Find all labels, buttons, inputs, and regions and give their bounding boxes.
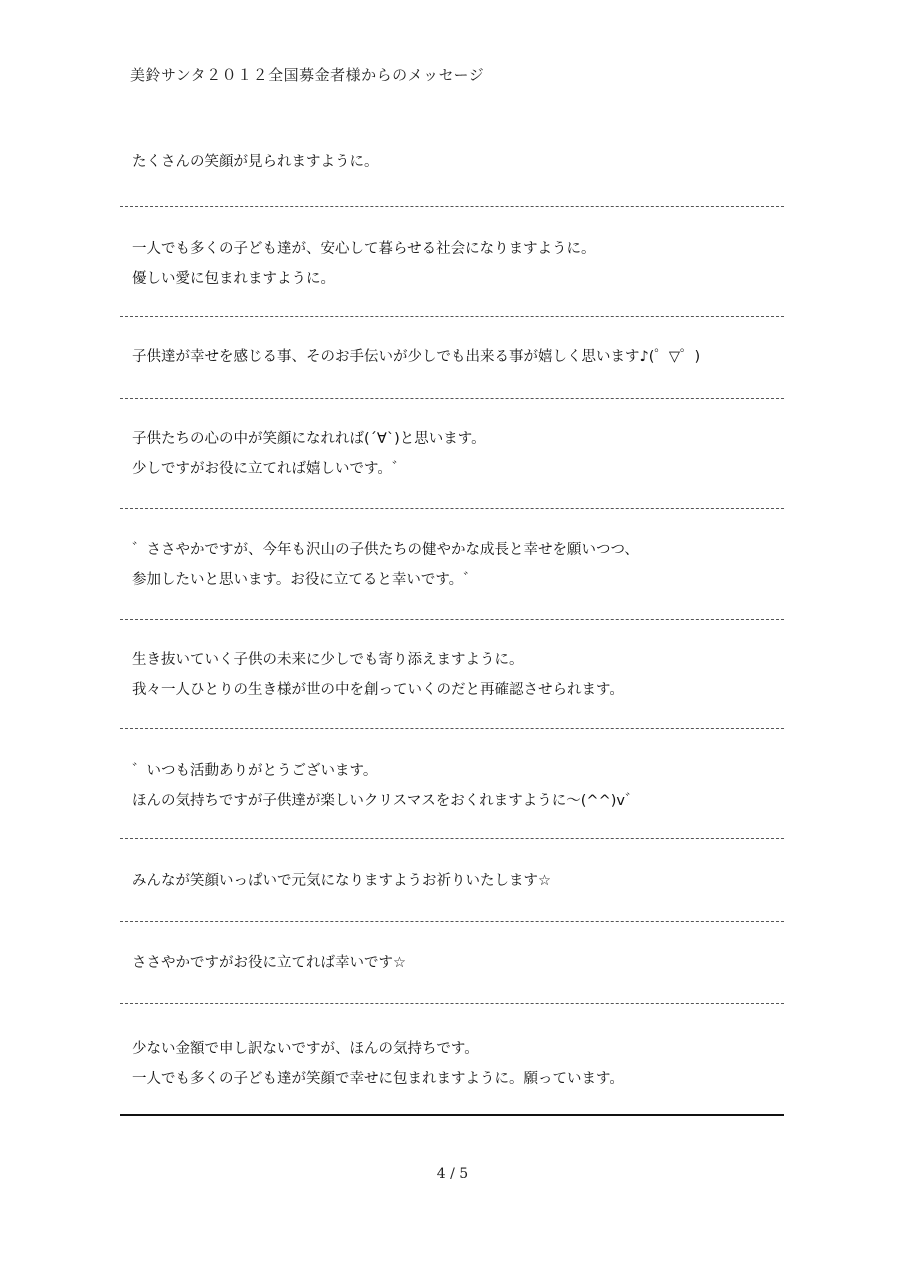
message-block	[132, 645, 792, 705]
message-block	[132, 535, 792, 595]
message-line: ほんの気持ちですが子供達が楽しいクリスマスをおくれますように～(^^)v゛	[132, 793, 640, 809]
message-line: 子供たちの心の中が笑顔になれれば(´∀`)と思います。	[132, 431, 486, 447]
message-line: ゛いつも活動ありがとうございます。	[132, 763, 378, 779]
message-line: 一人でも多くの子ども達が笑顔で幸せに包まれますように。願っています。	[132, 1071, 624, 1087]
message-block	[132, 866, 792, 896]
dashed-divider	[120, 838, 784, 839]
message-block	[132, 147, 792, 177]
message-line: 子供達が幸せを感じる事、そのお手伝いが少しでも出来る事が嬉しく思います♪(゜▽゜)	[132, 349, 701, 365]
message-block	[132, 756, 792, 816]
dashed-divider	[120, 316, 784, 317]
dashed-divider	[120, 1003, 784, 1004]
page-number: 4 / 5	[436, 1166, 469, 1182]
message-line: 生き抜いていく子供の未来に少しでも寄り添えますように。	[132, 652, 524, 668]
document-title: 美鈴サンタ２０１２全国募金者様からのメッセージ	[130, 66, 485, 84]
message-line: ささやかですがお役に立てれば幸いです☆	[132, 955, 406, 971]
message-block	[132, 234, 792, 294]
message-line: 我々一人ひとりの生き様が世の中を創っていくのだと再確認させられます。	[132, 682, 624, 698]
dashed-divider	[120, 206, 784, 207]
message-block	[132, 948, 792, 978]
message-line: 参加したいと思います。お役に立てると幸いです。゛	[132, 572, 478, 588]
message-line: 少ない金額で申し訳ないですが、ほんの気持ちです。	[132, 1041, 479, 1057]
message-block	[132, 1034, 792, 1094]
message-line: 一人でも多くの子ども達が、安心して暮らせる社会になりますように。	[132, 241, 596, 257]
message-line: ゛ささやかですが、今年も沢山の子供たちの健やかな成長と幸せを願いつつ、	[132, 542, 639, 558]
dashed-divider	[120, 619, 784, 620]
dashed-divider	[120, 728, 784, 729]
message-line: 優しい愛に包まれますように。	[132, 271, 335, 287]
message-block	[132, 424, 792, 484]
closing-rule	[120, 1114, 784, 1116]
message-line: みんなが笑顔いっぱいで元気になりますようお祈りいたします☆	[132, 873, 551, 889]
dashed-divider	[120, 398, 784, 399]
dashed-divider	[120, 508, 784, 509]
message-block	[132, 342, 792, 372]
dashed-divider	[120, 921, 784, 922]
message-line: 少しですがお役に立てれば嬉しいです。゛	[132, 461, 407, 477]
message-line: たくさんの笑顔が見られますように。	[132, 154, 379, 170]
